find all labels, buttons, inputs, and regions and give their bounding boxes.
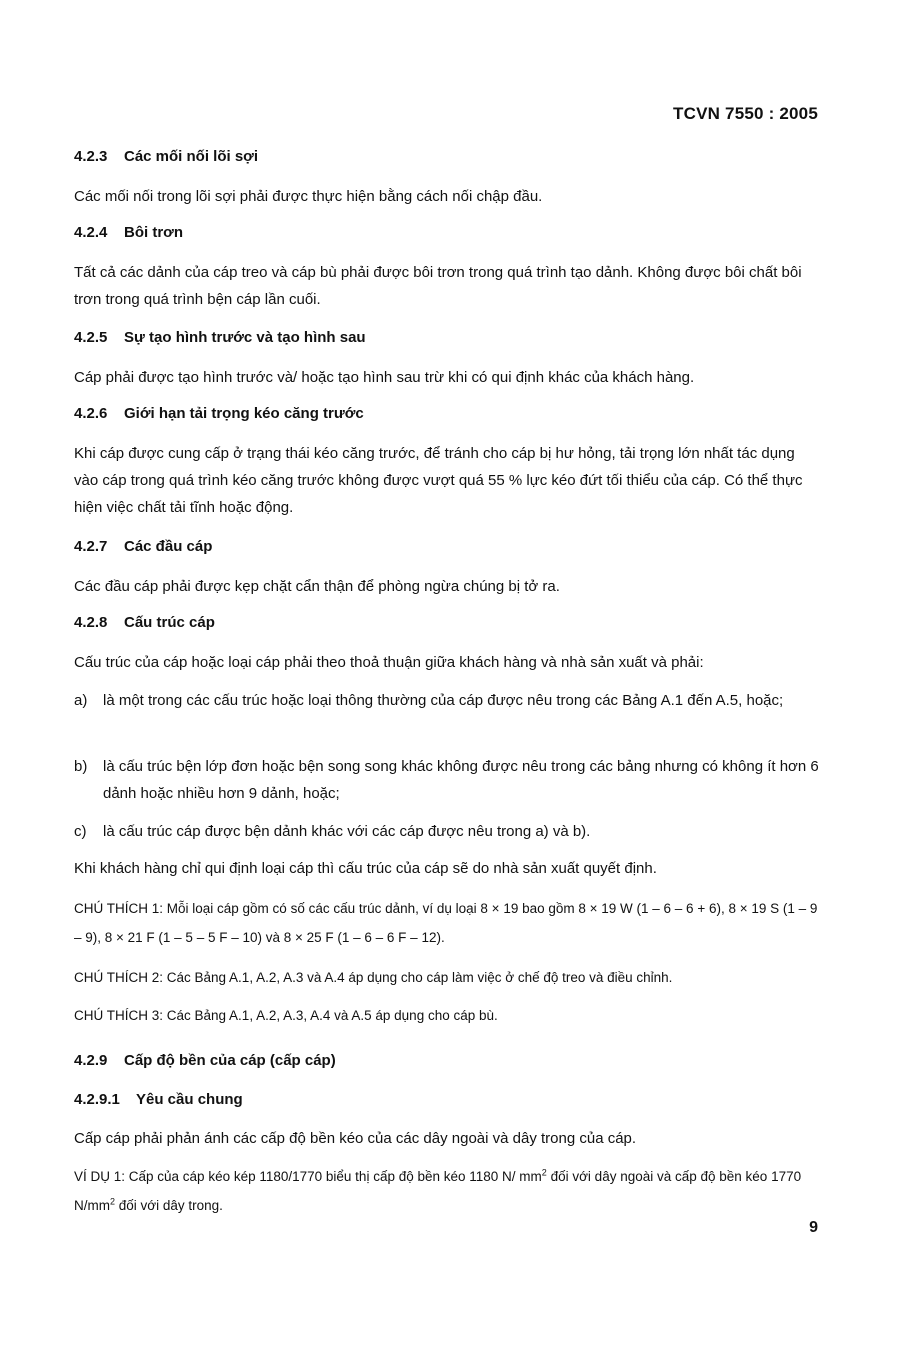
superscript: 2 bbox=[110, 1196, 116, 1207]
paragraph-4-2-4: Tất cả các dảnh của cáp treo và cáp bù phải được bôi trơn trong quá trình tạo dảnh. Không được bôi chất bôi trơn trong quá trình bện cáp lần cuối. bbox=[74, 264, 802, 308]
section-title: Cấp độ bền của cáp (cấp cáp) bbox=[124, 1052, 336, 1069]
section-number: 4.2.7 bbox=[74, 538, 108, 555]
heading-4-2-9 bbox=[74, 1052, 819, 1069]
heading-4-2-8 bbox=[74, 614, 819, 631]
section-number: 4.2.9 bbox=[74, 1052, 108, 1069]
superscript: 2 bbox=[541, 1167, 547, 1178]
section-title: Các đầu cáp bbox=[124, 538, 213, 555]
standard-code: TCVN 7550 : 2005 bbox=[673, 104, 818, 123]
paragraph-4-2-8-closing: Khi khách hàng chỉ qui định loại cáp thì cấu trúc của cáp sẽ do nhà sản xuất quyết định. bbox=[74, 860, 657, 877]
heading-4-2-6 bbox=[74, 405, 819, 422]
paragraph-4-2-8-intro: Cấu trúc của cáp hoặc loại cáp phải theo thoả thuận giữa khách hàng và nhà sản xuất và phải: bbox=[74, 654, 704, 671]
page-number: 9 bbox=[809, 1219, 818, 1236]
list-item-b bbox=[74, 753, 819, 807]
list-marker: b) bbox=[74, 758, 88, 775]
list-item-text: là cấu trúc bện lớp đơn hoặc bện song song khác không được nêu trong các bảng nhưng có không ít hơn 6 dảnh hoặc nhiều hơn 9 dảnh, hoặc; bbox=[103, 758, 819, 802]
example-text-part: đối với dây trong. bbox=[115, 1198, 223, 1213]
section-number: 4.2.9.1 bbox=[74, 1091, 120, 1108]
example-text-part: đối với dây ngoài và cấp độ bền kéo 1770 N/mm bbox=[74, 1169, 802, 1213]
section-number: 4.2.3 bbox=[74, 148, 108, 165]
heading-4-2-4 bbox=[74, 224, 819, 241]
example-1 bbox=[74, 1162, 819, 1220]
note-3: CHÚ THÍCH 3: Các Bảng A.1, A.2, A.3, A.4 và A.5 áp dụng cho cáp bù. bbox=[74, 1008, 498, 1023]
section-number: 4.2.8 bbox=[74, 614, 108, 631]
list-item-a bbox=[74, 687, 819, 714]
paragraph-4-2-3: Các mối nối trong lõi sợi phải được thực hiện bằng cách nối chập đầu. bbox=[74, 188, 543, 205]
section-title: Giới hạn tải trọng kéo căng trước bbox=[124, 405, 364, 422]
section-title: Các mối nối lõi sợi bbox=[124, 148, 259, 165]
example-text-part: VÍ DỤ 1: Cấp của cáp kéo kép 1180/1770 biểu thị cấp độ bền kéo 1180 N/ mm bbox=[74, 1169, 542, 1184]
paragraph-4-2-5: Cáp phải được tạo hình trước và/ hoặc tạo hình sau trừ khi có qui định khác của khách hàng. bbox=[74, 369, 695, 386]
heading-4-2-9-1 bbox=[74, 1091, 819, 1108]
section-number: 4.2.4 bbox=[74, 224, 108, 241]
section-number: 4.2.6 bbox=[74, 405, 108, 422]
list-item-text: là cấu trúc cáp được bện dảnh khác với các cáp được nêu trong a) và b). bbox=[103, 823, 591, 840]
section-title: Yêu cầu chung bbox=[136, 1091, 243, 1108]
list-item-c bbox=[74, 818, 819, 845]
heading-4-2-5 bbox=[74, 329, 819, 346]
paragraph-4-2-7: Các đầu cáp phải được kẹp chặt cẩn thận để phòng ngừa chúng bị tở ra. bbox=[74, 578, 560, 595]
list-marker: c) bbox=[74, 823, 87, 840]
section-title: Bôi trơn bbox=[124, 224, 183, 241]
heading-4-2-7 bbox=[74, 538, 819, 555]
section-title: Sự tạo hình trước và tạo hình sau bbox=[124, 329, 366, 346]
note-2: CHÚ THÍCH 2: Các Bảng A.1, A.2, A.3 và A.4 áp dụng cho cáp làm việc ở chế độ treo và điều chỉnh. bbox=[74, 970, 673, 985]
heading-4-2-3 bbox=[74, 148, 819, 165]
paragraph-4-2-6: Khi cáp được cung cấp ở trạng thái kéo căng trước, để tránh cho cáp bị hư hỏng, tải trọng lớn nhất tác dụng vào cáp trong quá trình kéo căng trước không được vượt quá 55 % lực kéo đứt tối thiểu của cáp. Có thể thực hiện việc chất tải tĩnh hoặc động. bbox=[74, 445, 803, 516]
list-item-text: là một trong các cấu trúc hoặc loại thông thường của cáp được nêu trong các Bảng A.1 đến A.5, hoặc; bbox=[103, 692, 784, 709]
note-1: CHÚ THÍCH 1: Mỗi loại cáp gồm có số các cấu trúc dảnh, ví dụ loại 8 × 19 bao gồm 8 × 19 W (1 – 6 – 6 + 6), 8 × 19 S (1 – 9 – 9), 8 × 21 F (1 – 5 – 5 F – 10) và 8 × 25 F (1 – 6 – 6 F – 12). bbox=[74, 901, 818, 945]
paragraph-4-2-9-1: Cấp cáp phải phản ánh các cấp độ bền kéo của các dây ngoài và dây trong của cáp. bbox=[74, 1130, 637, 1147]
section-number: 4.2.5 bbox=[74, 329, 108, 346]
list-marker: a) bbox=[74, 692, 88, 709]
section-title: Cấu trúc cáp bbox=[124, 614, 215, 631]
